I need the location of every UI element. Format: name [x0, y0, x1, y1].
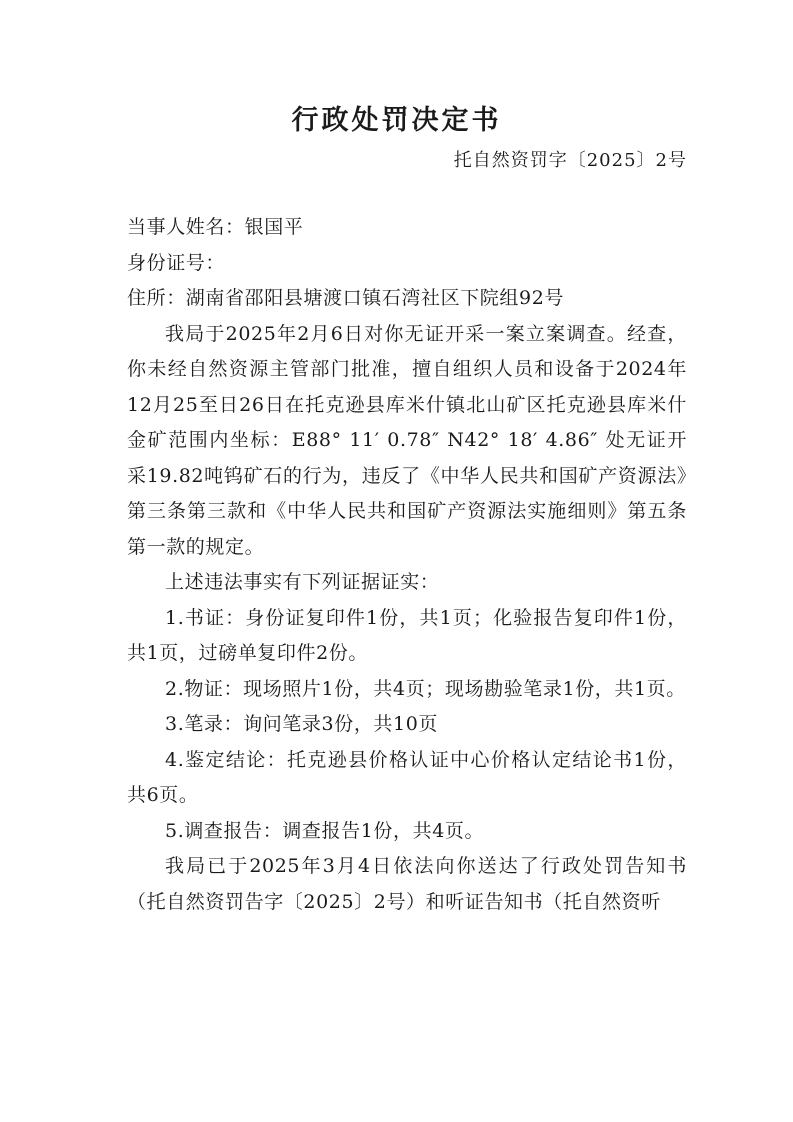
party-address: 住所：湖南省邵阳县塘渡口镇石湾社区下院组92号 — [127, 287, 564, 309]
notice-paragraph: 我局已于2025年3月4日依法向你送达了行政处罚告知书（托自然资罚告字〔2025〕2号）和听证告知书（托自然资听 — [127, 855, 687, 913]
document-title: 行政处罚决定书 — [291, 105, 502, 136]
evidence-item-5: 5.调查报告：调查报告1份，共4页。 — [165, 819, 485, 842]
facts-paragraph: 我局于2025年2月6日对你无证开采一案立案调查。经查，你未经自然资源主管部门批准，擅自组织人员和设备于2024年12月25至日26日在托克逊县库米什镇北山矿区托克逊县库米什金矿范围内坐标：E88° 11′ 0.78″ N42° 18′ 4.86″ 处无证开采19.82吨钨矿石的行为，违反了《中华人民共和国矿产资源法》第三条第三款和《中华人民共和国矿产资源法实施细则》第五条第一款的规定。 — [127, 322, 687, 558]
party-name: 当事人姓名：银国平 — [127, 216, 304, 238]
document-body — [127, 210, 687, 920]
document-number: 托自然资罚字〔2025〕2号 — [453, 150, 687, 171]
evidence-item-3: 3.笔录：询问笔录3份，共10页 — [165, 713, 438, 735]
evidence-item-4: 4.鉴定结论：托克逊县价格认证中心价格认定结论书1份，共6页。 — [127, 748, 687, 806]
evidence-item-2: 2.物证：现场照片1份，共4页；现场勘验笔录1份，共1页。 — [165, 677, 686, 700]
evidence-item-1: 1.书证：身份证复印件1份，共1页；化验报告复印件1份，共1页，过磅单复印件2份。 — [127, 606, 687, 664]
party-id-number: 身份证号： — [127, 251, 226, 274]
evidence-intro: 上述违法事实有下列证据证实： — [165, 571, 440, 593]
